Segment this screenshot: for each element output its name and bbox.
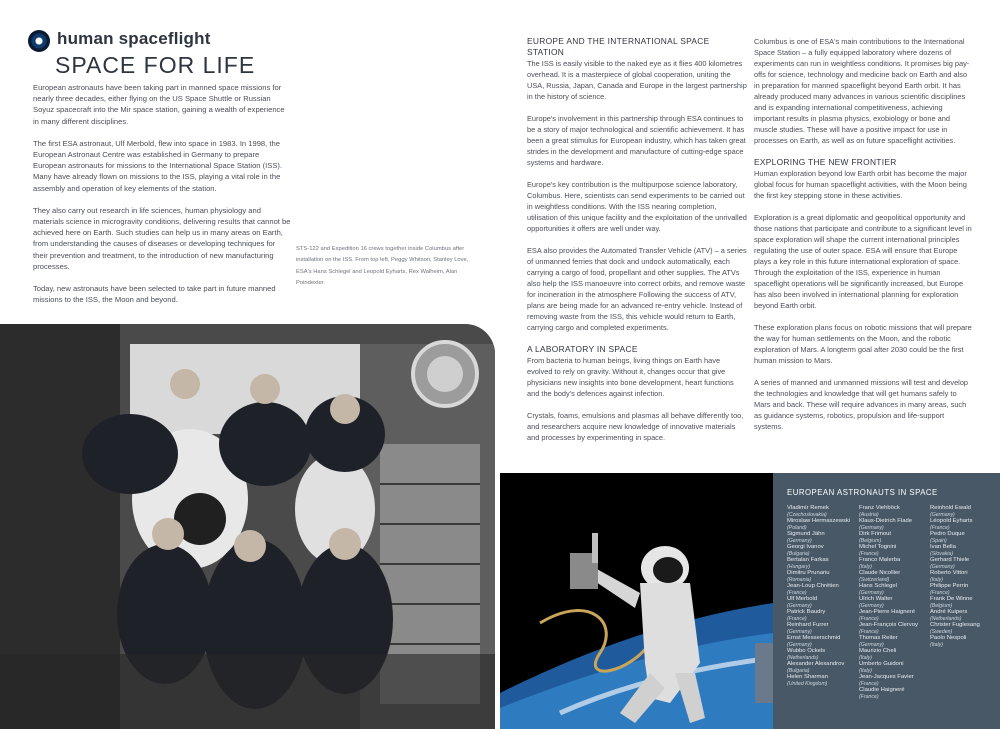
astronaut-country: (France) <box>859 550 879 557</box>
astronaut-country: (Belgium) <box>930 602 953 609</box>
astronaut-name: Maurizio Cheli <box>859 648 897 654</box>
astronaut-country: (Germany) <box>930 511 955 518</box>
body-paragraph: Exploration is a great diplomatic and geopolitical opportunity and those nations that participate and contribute to a significant level in space exploration will shape the current international principles regulating the use of outer space. ESA will ensure that Europe plays a key role in this future international exploration of space. Through the exploitation of the ISS, experience in human spaceflight operations will be significantly increased, but Europe has also been involved in international planning for exploration beyond Earth orbit. <box>754 213 972 310</box>
astronaut-country: (Romania) <box>787 576 812 583</box>
astronaut-name: Pedro Duque <box>930 531 965 537</box>
astronaut-country: (Slovakia) <box>930 550 954 557</box>
body-paragraph: Human exploration beyond low Earth orbit has become the major global focus for human spaceflight activities, with the Moon being the first key stepping stone in these activities. <box>754 169 967 200</box>
astronaut-name: Michel Tognini <box>859 544 897 550</box>
astronaut-country: (France) <box>930 589 950 596</box>
middle-column <box>527 36 747 454</box>
astronaut-name: Ulrich Walter <box>859 596 893 602</box>
astronaut-list-column <box>859 505 931 700</box>
astronaut-name: Ernst Messerschmid <box>787 635 841 641</box>
section-brand: human spaceflight <box>57 29 211 48</box>
intro-paragraph: They also carry out research in life sciences, human physiology and materials science in microgravity conditions, delivering results that cannot be achieved here on Earth. Such studies can help us in many areas on Earth, from understanding the causes of diseases or developing techniques for their prevention and treatment, to the introduction of new manufacturing processes. <box>33 205 291 271</box>
astronaut-country: (Germany) <box>787 602 812 609</box>
astronaut-name: André Kuipers <box>930 609 968 615</box>
astronaut-country: (Germany) <box>787 641 812 648</box>
astronaut-country: (Germany) <box>859 602 884 609</box>
astronaut-name: Hans Schlegel <box>859 583 897 589</box>
astronaut-name: Umberto Guidoni <box>859 661 904 667</box>
astronaut-country: (Germany) <box>859 524 884 531</box>
astronaut-country: (United Kingdom) <box>787 680 828 687</box>
astronaut-country: (Germany) <box>787 628 812 635</box>
astronaut-country: (Belgium) <box>859 537 882 544</box>
astronaut-country: (Spain) <box>930 537 947 544</box>
intro-paragraph: European astronauts have been taking part in manned space missions for nearly three decades, either flying on the US Space Shuttle or Russian Soyuz spacecraft into the Mir space station, gaining a wealth of experience in many different disciplines. <box>33 83 285 126</box>
body-paragraph: Europe's key contribution is the multipurpose science laboratory, Columbus. Here, scientists can send experiments to be carried out in weightless conditions. With the ISS nearing completion, utilisation of this unique facility and the exploitation of the unrivalled opportunities it offers are well under way. <box>527 180 747 233</box>
astronaut-country: (Germany) <box>787 537 812 544</box>
astronaut-name: Thomas Reiter <box>859 635 898 641</box>
intro-paragraph: Today, new astronauts have been selected to take part in future manned missions to the ISS, the Moon and beyond. <box>33 284 276 305</box>
astronaut-name: Vladimír Remek <box>787 505 829 511</box>
astronaut-country: (Bulgaria) <box>787 667 810 674</box>
astronaut-name: Franco Malerba <box>859 557 901 563</box>
astronaut-country: (Poland) <box>787 524 807 531</box>
astronaut-name: Wubbo Ockels <box>787 648 826 654</box>
astronaut-country: (France) <box>930 524 950 531</box>
right-column <box>754 36 974 443</box>
astronaut-name: Jean-Loup Chrétien <box>787 583 839 589</box>
astronaut-name: Reinhold Ewald <box>930 505 971 511</box>
intro-paragraph: The first ESA astronaut, Ulf Merbold, flew into space in 1983. In 1998, the European Astronaut Centre was established in Germany to prepare European astronauts for missions to the International Space Station (ISS). Many have already flown on missions to the ISS, playing a vital role in the assembly and operation of key elements of the station. <box>33 138 283 193</box>
astronaut-country: (Czechoslovakia) <box>787 511 827 518</box>
astronaut-name: Claudie Haigneré <box>859 687 905 693</box>
esa-logo-icon <box>28 30 50 52</box>
astronaut-country: (Italy) <box>930 641 943 648</box>
astronaut-country: (Germany) <box>859 641 884 648</box>
astronaut-name: Dirk Frimout <box>859 531 892 537</box>
astronaut-country: (France) <box>859 680 879 687</box>
astronaut-name: Helen Sharman <box>787 674 828 680</box>
astronaut-name: Claude Nicollier <box>859 570 901 576</box>
astronaut-country: (Sweden) <box>930 628 953 635</box>
astronaut-name: Ivan Bella <box>930 544 956 550</box>
body-paragraph: From bacteria to human beings, living things on Earth have evolved to rely on gravity. Without it, changes occur that give physicians new insights into bone development, heart functions and the body's defences against infection. <box>527 356 734 398</box>
astronaut-name: Paolo Nespoli <box>930 635 967 641</box>
astronaut-name: Georgi Ivanov <box>787 544 824 550</box>
crew-photo-illustration <box>0 324 495 729</box>
astronaut-name: Patrick Baudry <box>787 609 826 615</box>
astronaut-name: Bertalan Farkas <box>787 557 829 563</box>
body-paragraph: These exploration plans focus on robotic missions that will prepare the way for human settlements on the Moon, and the robotic exploration of Mars. A longterm goal after 2030 could be the first human mission to Mars. <box>754 323 972 365</box>
photo-caption: STS-122 and Expedition 16 crews together inside Columbus after installation on the ISS. From top left, Peggy Whitson, Stanley Love, ESA's Hans Schlegel and Leopold Eyharts, Rex Walheim, Alan Poindexter. <box>296 246 469 287</box>
astronaut-country: (France) <box>859 628 879 635</box>
astronaut-country: (Germany) <box>859 589 884 596</box>
astronaut-country: (Switzerland) <box>859 576 890 583</box>
astronaut-name: Jean-Jacques Favier <box>859 674 914 680</box>
astronaut-country: (Germany) <box>930 563 955 570</box>
spacewalk-photo-illustration <box>500 473 773 729</box>
body-paragraph: A series of manned and unmanned missions will test and develop the technologies and knowledge that will get humans safely to Mars and back. These will require advances in many areas, such as guidance systems, robotics, propulsion and life-support systems. <box>754 378 969 431</box>
astronaut-name: Philippe Perrin <box>930 583 969 589</box>
astronaut-country: (France) <box>859 615 879 622</box>
astronaut-name: Klaus-Dietrich Flade <box>859 518 913 524</box>
astronaut-country: (Netherlands) <box>930 615 962 622</box>
astronaut-name: Ulf Merbold <box>787 596 818 602</box>
crew-photo <box>0 324 495 729</box>
spacewalk-photo <box>500 473 773 729</box>
astronaut-country: (Italy) <box>859 563 872 570</box>
astronaut-name: Franz Viehböck <box>859 505 900 511</box>
section-heading: EXPLORING THE NEW FRONTIER <box>754 157 897 167</box>
astronaut-country: (Italy) <box>859 667 872 674</box>
section-heading: A LABORATORY IN SPACE <box>527 344 638 354</box>
body-paragraph: Europe's involvement in this partnership through ESA continues to be a story of major technological and scientific achievement. It has been a great stimulus for European industry, which has taken great strides in the development and manufacture of cutting-edge space systems and hardware. <box>527 114 746 167</box>
section-heading: EUROPE AND THE INTERNATIONAL SPACE STATION <box>527 36 710 57</box>
body-paragraph: The ISS is easily visible to the naked eye as it flies 400 kilometres overhead. It is a masterpiece of global cooperation, uniting the USA, Russia, Japan, Canada and Europe in the largest partnership in the history of science. <box>527 59 747 101</box>
body-paragraph: Columbus is one of ESA's main contributions to the International Space Station – a fully equipped laboratory where dozens of experiments can run in weightless conditions. It promises big pay-offs for science, technology and medicine back on Earth and also in preparation for manned spaceflight beyond Earth orbit. It has already produced many advances in various scientific disciplines and is expanding international competitiveness, achieving important results in plasma physics, exobiology or bone and muscle studies. These will have a positive impact for use in processes on Earth, as well as on future spaceflight activities. <box>754 37 970 145</box>
astronaut-country: (Austria) <box>859 511 879 518</box>
astronaut-name: Jean-Pierre Haigneré <box>859 609 915 615</box>
astronaut-list-column <box>787 505 859 687</box>
astronaut-name: Frank De Winne <box>930 596 973 602</box>
astronaut-country: (Netherlands) <box>787 654 819 661</box>
body-paragraph: Crystals, foams, emulsions and plasmas all behave differently too, and researchers acquire new knowledge of innovative materials and processes by experimenting in space. <box>527 411 744 442</box>
astronaut-list-panel <box>773 473 1000 729</box>
astronaut-country: (Bulgaria) <box>787 550 810 557</box>
astronaut-country: (France) <box>787 589 807 596</box>
astronaut-name: Christer Fuglesang <box>930 622 980 628</box>
astronaut-country: (Italy) <box>859 654 872 661</box>
astronaut-name: Dimitru Prunariu <box>787 570 830 576</box>
astronaut-name: Reinhard Furrer <box>787 622 829 628</box>
intro-text <box>33 82 291 316</box>
astronaut-country: (Hungary) <box>787 563 811 570</box>
astronaut-name: Gerhard Thiele <box>930 557 970 563</box>
astronaut-name: Miroslaw Hermaszewski <box>787 518 851 524</box>
astronaut-country: (Italy) <box>930 576 943 583</box>
astronaut-country: (France) <box>787 615 807 622</box>
astronaut-name: Léopold Eyharts <box>930 518 973 524</box>
astronaut-name: Alexander Alexandrov <box>787 661 845 667</box>
astronaut-country: (France) <box>859 693 879 700</box>
astronaut-name: Sigmund Jähn <box>787 531 825 537</box>
page-title: SPACE FOR LIFE <box>55 52 256 78</box>
astronaut-list-column <box>930 505 1000 648</box>
astronaut-list-title: EUROPEAN ASTRONAUTS IN SPACE <box>787 488 938 497</box>
astronaut-name: Roberto Vittori <box>930 570 968 576</box>
astronaut-name: Jean-François Clervoy <box>859 622 918 628</box>
body-paragraph: ESA also provides the Automated Transfer Vehicle (ATV) – a series of unmanned ferries that dock and undock automatically, each carrying a cargo of food, propellant and other supplies. The ATVs also help the ISS manoeuvre into correct orbits, and remove waste for incineration in the atmosphere Following the success of ATV, plans are being made for an advanced re-entry vehicle. Instead of removing waste from the ISS, this vehicle would return to Earth, carrying cargo and completed experiments. <box>527 246 747 332</box>
